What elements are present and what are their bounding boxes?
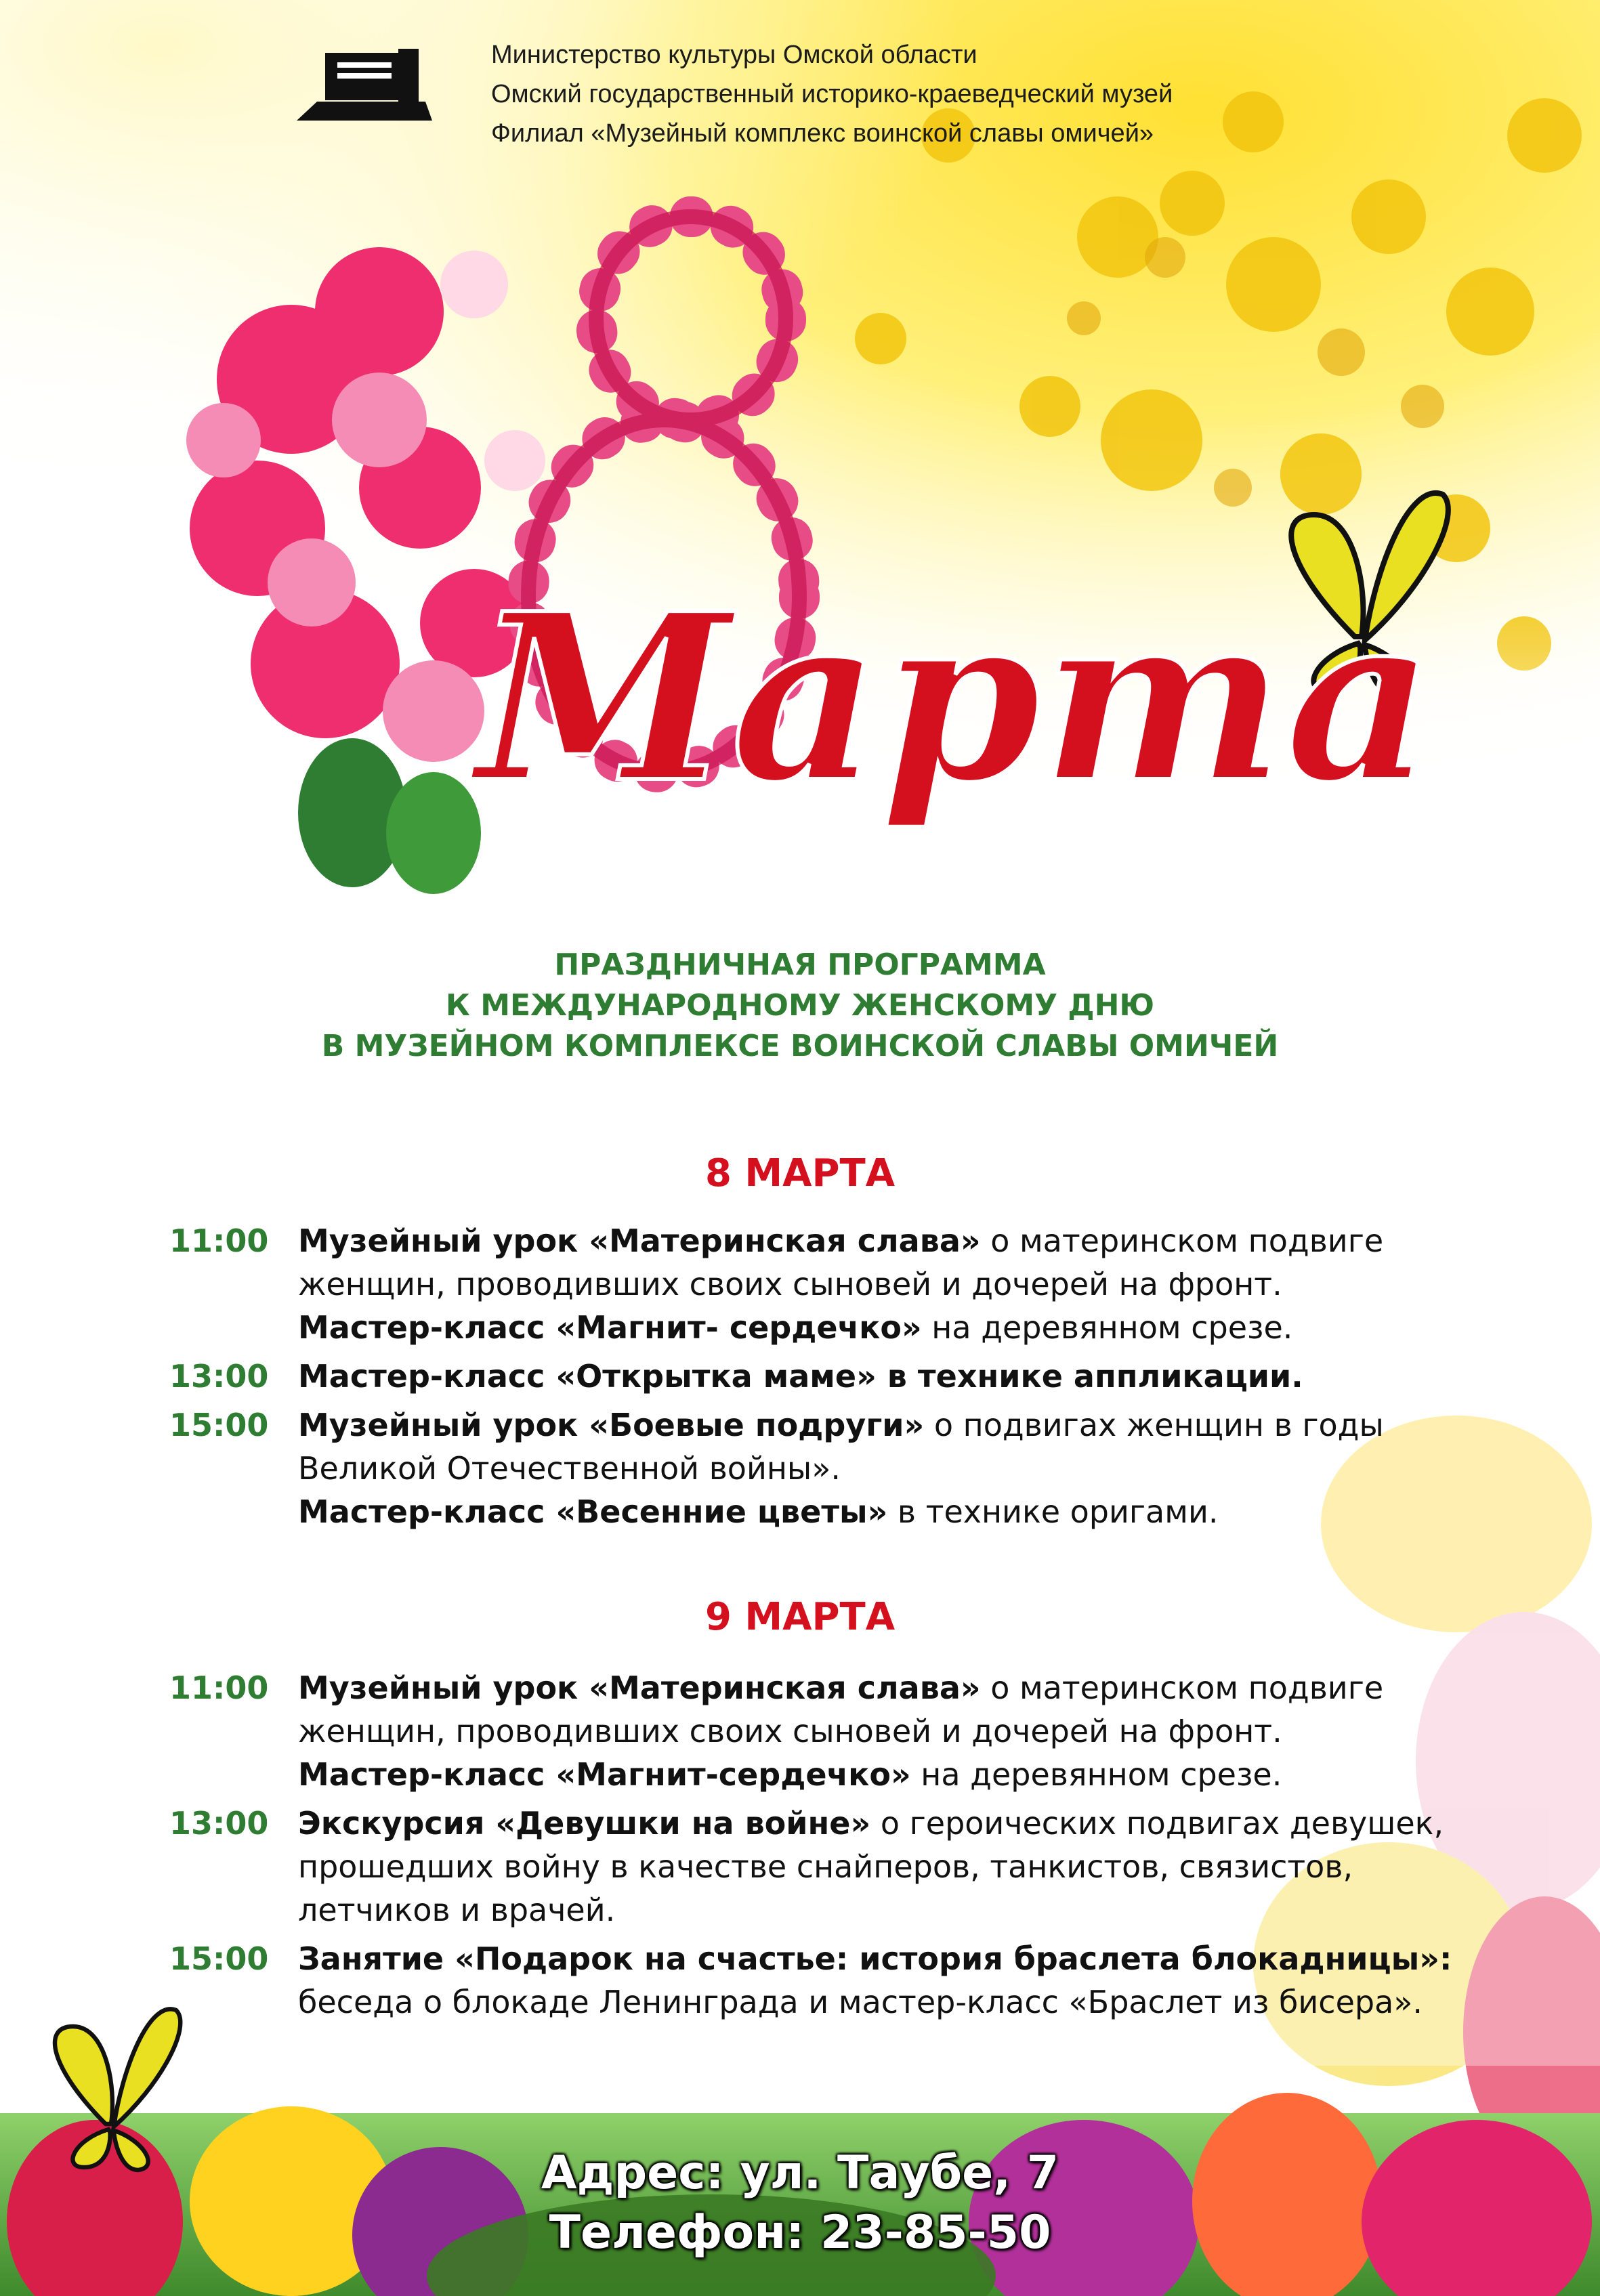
schedule-item [169,1403,1524,1533]
event-text: женщин, проводивших своих сыновей и дочерей на фронт. [298,1713,1282,1749]
contact-block [0,2144,1600,2263]
heading-line-1: ПРАЗДНИЧНАЯ ПРОГРАММА [554,948,1046,982]
event-text: в технике оригами. [887,1493,1219,1530]
event-text: прошедших войну в качестве снайперов, танкистов, связистов, [298,1848,1353,1885]
event-text: на деревянном срезе. [910,1756,1282,1793]
event-time: 11:00 [169,1670,269,1706]
event-text: летчиков и врачей. [298,1892,616,1928]
day-heading-1: 8 МАРТА [704,1151,896,1195]
event-text: женщин, проводивших своих сыновей и дочерей на фронт. [298,1266,1282,1302]
event-title: Музейный урок «Материнская слава» [298,1223,981,1259]
schedule-item [169,1937,1524,2024]
day-heading-2: 9 МАРТА [704,1595,896,1639]
address-text: Адрес: ул. Таубе, 7 [541,2146,1059,2200]
event-text: о материнском подвиге [980,1670,1384,1706]
museum-logo-icon [297,47,432,125]
schedule-day-1 [169,1219,1524,1533]
event-time: 15:00 [169,1407,269,1443]
event-title: Мастер-класс «Открытка маме» в технике аппликации. [298,1358,1303,1395]
event-time: 13:00 [169,1805,269,1842]
event-title: Мастер-класс «Весенние цветы» [298,1493,888,1530]
event-title: Занятие «Подарок на счастье: история браслета блокадницы»: [298,1940,1452,1977]
event-text: Великой Отечественной войны». [298,1450,841,1487]
schedule-item [169,1802,1524,1932]
program-heading [0,945,1600,1067]
schedule-item [169,1219,1524,1349]
event-time: 13:00 [169,1358,269,1395]
schedule-item [169,1666,1524,1796]
schedule-item [169,1355,1524,1398]
org-line-3: Филиал «Музейный комплекс воинской славы омичей» [491,119,1154,148]
event-title: Экскурсия «Девушки на войне» [298,1805,871,1842]
org-line-2: Омский государственный историко-краеведческий музей [491,80,1173,108]
heading-line-2: К МЕЖДУНАРОДНОМУ ЖЕНСКОМУ ДНЮ [445,988,1155,1023]
event-time: 11:00 [169,1223,269,1259]
event-title: Мастер-класс «Магнит- сердечко» [298,1309,922,1346]
phone-text: Телефон: 23-85-50 [549,2206,1051,2259]
event-title: Музейный урок «Материнская слава» [298,1670,981,1706]
title-word: Марта [476,564,1435,834]
event-time: 15:00 [169,1940,269,1977]
org-line-1: Министерство культуры Омской области [491,41,977,69]
event-text: о материнском подвиге [980,1223,1384,1259]
schedule-day-2 [169,1666,1524,2024]
event-title: Мастер-класс «Магнит-сердечко» [298,1756,911,1793]
event-text: на деревянном срезе. [921,1309,1293,1346]
event-text: беседа о блокаде Ленинграда и мастер-класс «Браслет из бисера». [298,1984,1423,2020]
event-text: о подвигах женщин в годы [924,1407,1384,1443]
event-text: о героических подвигах девушек, [870,1805,1444,1842]
organization-block [491,35,1173,153]
event-title: Музейный урок «Боевые подруги» [298,1407,925,1443]
heading-line-3: В МУЗЕЙНОМ КОМПЛЕКСЕ ВОИНСКОЙ СЛАВЫ ОМИЧЕЙ [321,1029,1279,1063]
